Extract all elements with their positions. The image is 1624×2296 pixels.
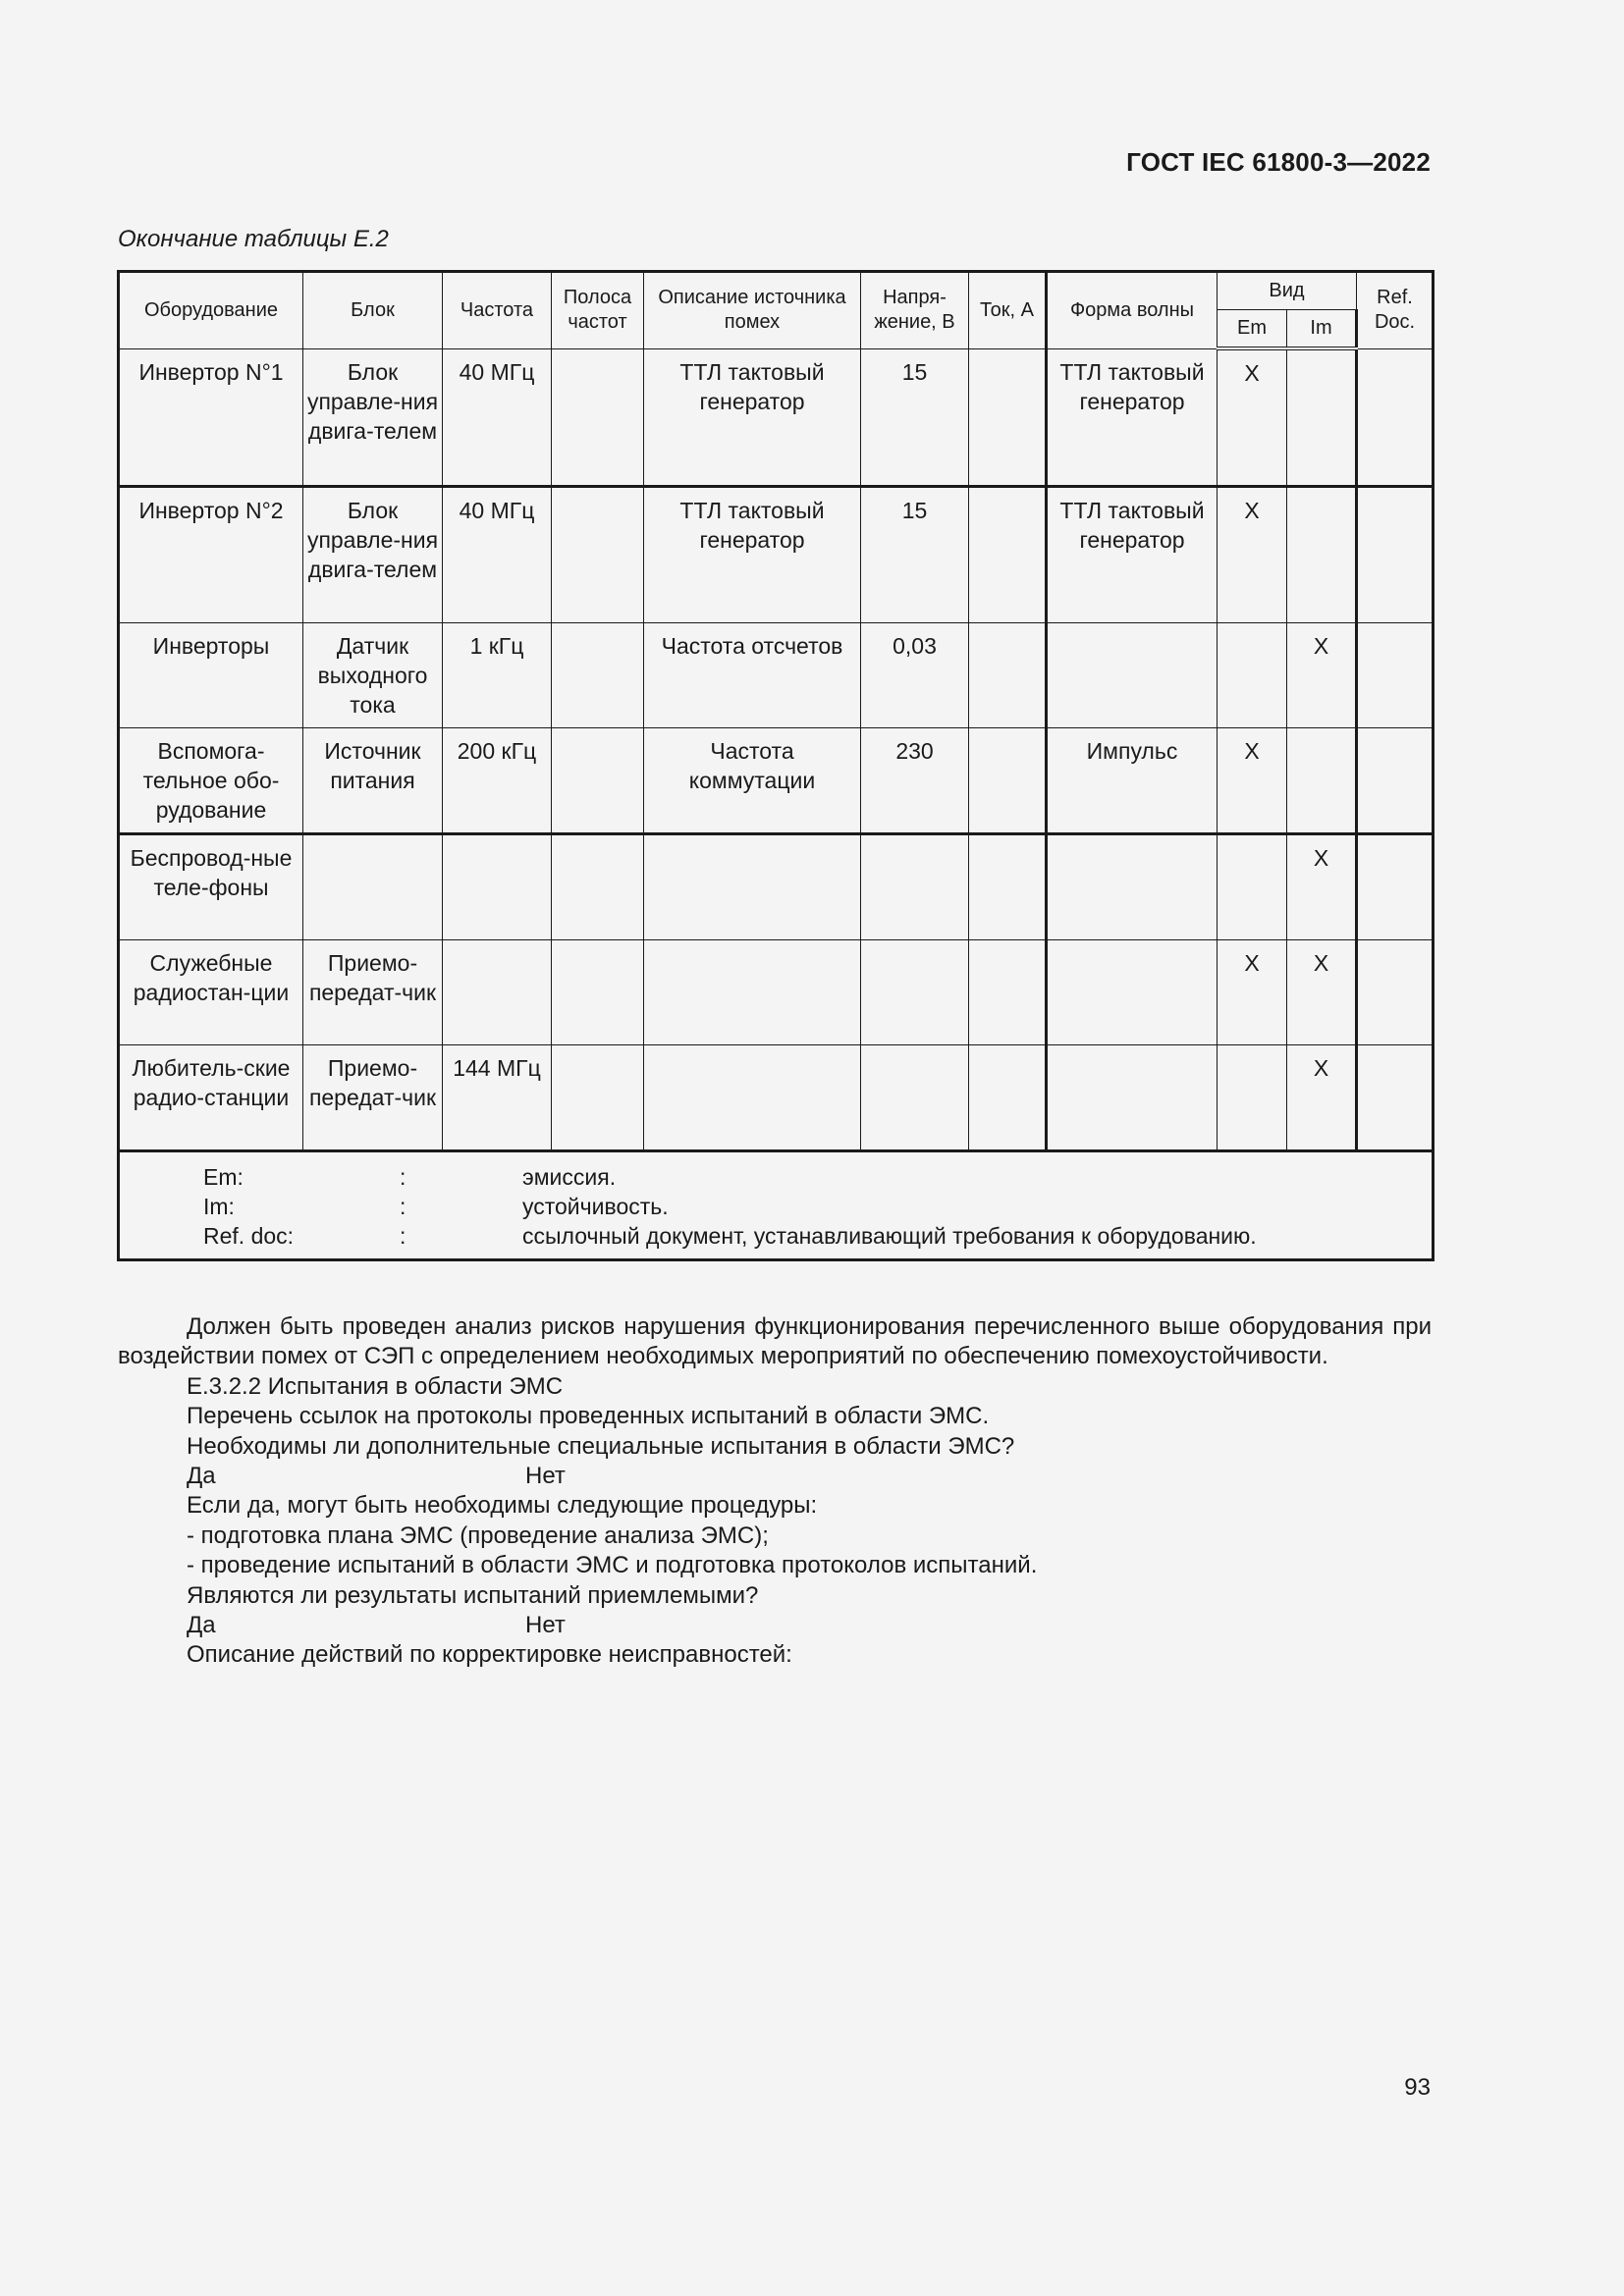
cell-im: [1287, 728, 1357, 834]
cell-block: Источник питания: [303, 728, 443, 834]
cell-voltage: 230: [861, 728, 969, 834]
yes-option: Да: [187, 1612, 216, 1639]
cell-im: [1287, 487, 1357, 623]
cell-ref: [1357, 940, 1434, 1045]
table-row: [119, 728, 1434, 834]
legend-separator: :: [400, 1223, 406, 1249]
cell-current: [969, 487, 1047, 623]
paragraph-corrective-actions: Описание действий по корректировке неисправностей:: [187, 1641, 792, 1669]
header-ref-doc: Ref. Doc.: [1357, 272, 1434, 349]
cell-im: X: [1287, 940, 1357, 1045]
question-additional-tests: Необходимы ли дополнительные специальные испытания в области ЭМС?: [187, 1432, 1015, 1460]
cell-source: [644, 940, 861, 1045]
cell-source: Частота коммутации: [644, 728, 861, 834]
table-row: [119, 1045, 1434, 1151]
cell-ref: [1357, 834, 1434, 940]
header-waveform: Форма волны: [1047, 272, 1218, 349]
cell-equipment: Любитель-ские радио-станции: [119, 1045, 303, 1151]
cell-block: Блок управле-ния двига-телем: [303, 348, 443, 487]
cell-equipment: Беспровод-ные теле-фоны: [119, 834, 303, 940]
cell-im: X: [1287, 834, 1357, 940]
legend-item: [120, 1162, 1432, 1192]
header-frequency: Частота: [443, 272, 552, 349]
legend-description: устойчивость.: [522, 1194, 669, 1219]
cell-waveform: [1047, 623, 1218, 728]
cell-waveform: Импульс: [1047, 728, 1218, 834]
table-row: [119, 834, 1434, 940]
cell-bandwidth: [552, 348, 644, 487]
cell-block: Приемо-передат-чик: [303, 940, 443, 1045]
cell-equipment: Служебные радиостан-ции: [119, 940, 303, 1045]
cell-waveform: [1047, 1045, 1218, 1151]
yes-no-row: [118, 1462, 1432, 1491]
legend-description: ссылочный документ, устанавливающий требования к оборудованию.: [522, 1223, 1257, 1249]
cell-current: [969, 940, 1047, 1045]
cell-block: [303, 834, 443, 940]
legend-separator: :: [400, 1194, 406, 1219]
legend-item: [120, 1221, 1432, 1251]
header-source: Описание источника помех: [644, 272, 861, 349]
legend-term: Im:: [203, 1194, 235, 1219]
cell-current: [969, 623, 1047, 728]
cell-em: X: [1218, 348, 1287, 487]
cell-block: Блок управле-ния двига-телем: [303, 487, 443, 623]
section-heading: Е.3.2.2 Испытания в области ЭМС: [187, 1372, 564, 1400]
cell-current: [969, 1045, 1047, 1151]
cell-ref: [1357, 348, 1434, 487]
cell-voltage: 15: [861, 487, 969, 623]
cell-source: ТТЛ тактовый генератор: [644, 487, 861, 623]
equipment-table: [117, 270, 1435, 1261]
cell-bandwidth: [552, 940, 644, 1045]
cell-block: Приемо-передат-чик: [303, 1045, 443, 1151]
no-option: Нет: [525, 1612, 566, 1639]
cell-waveform: ТТЛ тактовый генератор: [1047, 487, 1218, 623]
question-results-acceptable: Являются ли результаты испытаний приемлемыми?: [187, 1581, 759, 1609]
yes-option: Да: [187, 1463, 216, 1490]
document-header: ГОСТ IEC 61800-3—2022: [1126, 147, 1431, 177]
cell-bandwidth: [552, 728, 644, 834]
legend-row: [119, 1151, 1434, 1260]
page-number: 93: [1404, 2074, 1431, 2101]
legend-description: эмиссия.: [522, 1164, 617, 1190]
cell-source: [644, 1045, 861, 1151]
cell-waveform: ТТЛ тактовый генератор: [1047, 348, 1218, 487]
cell-waveform: [1047, 834, 1218, 940]
cell-current: [969, 348, 1047, 487]
cell-voltage: [861, 834, 969, 940]
cell-em: [1218, 1045, 1287, 1151]
cell-voltage: [861, 1045, 969, 1151]
header-block: Блок: [303, 272, 443, 349]
table-caption: Окончание таблицы Е.2: [118, 226, 389, 252]
cell-voltage: 15: [861, 348, 969, 487]
legend-separator: :: [400, 1164, 406, 1190]
cell-im: [1287, 348, 1357, 487]
legend-item: [120, 1192, 1432, 1221]
cell-frequency: [443, 834, 552, 940]
cell-em: [1218, 834, 1287, 940]
cell-current: [969, 728, 1047, 834]
table-row: [119, 623, 1434, 728]
no-option: Нет: [525, 1463, 566, 1490]
cell-bandwidth: [552, 1045, 644, 1151]
cell-bandwidth: [552, 834, 644, 940]
cell-block: Датчик выходного тока: [303, 623, 443, 728]
header-equipment: Оборудование: [119, 272, 303, 349]
cell-frequency: 1 кГц: [443, 623, 552, 728]
cell-ref: [1357, 623, 1434, 728]
cell-em: X: [1218, 487, 1287, 623]
legend-term: Ref. doc:: [203, 1223, 295, 1249]
cell-equipment: Вспомога-тельное обо-рудование: [119, 728, 303, 834]
cell-em: X: [1218, 728, 1287, 834]
table-row: [119, 487, 1434, 623]
cell-source: Частота отсчетов: [644, 623, 861, 728]
cell-em: [1218, 623, 1287, 728]
cell-source: ТТЛ тактовый генератор: [644, 348, 861, 487]
cell-im: X: [1287, 1045, 1357, 1151]
header-im: Im: [1287, 310, 1357, 349]
cell-ref: [1357, 728, 1434, 834]
header-voltage: Напря-жение, В: [861, 272, 969, 349]
cell-ref: [1357, 1045, 1434, 1151]
header-type: Вид: [1218, 272, 1357, 310]
header-bandwidth: Полоса частот: [552, 272, 644, 349]
header-current: Ток, А: [969, 272, 1047, 349]
yes-no-row: [118, 1611, 1432, 1640]
legend-term: Em:: [203, 1164, 244, 1190]
paragraph-procedures: Если да, могут быть необходимы следующие процедуры:: [187, 1492, 818, 1520]
cell-source: [644, 834, 861, 940]
cell-frequency: [443, 940, 552, 1045]
cell-equipment: Инверторы: [119, 623, 303, 728]
cell-waveform: [1047, 940, 1218, 1045]
table-row: [119, 940, 1434, 1045]
cell-current: [969, 834, 1047, 940]
cell-frequency: 40 МГц: [443, 348, 552, 487]
cell-bandwidth: [552, 623, 644, 728]
list-item: - проведение испытаний в области ЭМС и подготовка протоколов испытаний.: [187, 1552, 1038, 1579]
cell-frequency: 200 кГц: [443, 728, 552, 834]
cell-equipment: Инвертор N°2: [119, 487, 303, 623]
cell-em: X: [1218, 940, 1287, 1045]
cell-equipment: Инвертор N°1: [119, 348, 303, 487]
cell-bandwidth: [552, 487, 644, 623]
list-item: - подготовка плана ЭМС (проведение анализа ЭМС);: [187, 1522, 769, 1549]
table-row: [119, 348, 1434, 487]
cell-frequency: 144 МГц: [443, 1045, 552, 1151]
header-em: Em: [1218, 310, 1287, 349]
table-legend: [119, 1151, 1434, 1260]
cell-ref: [1357, 487, 1434, 623]
paragraph-test-refs: Перечень ссылок на протоколы проведенных испытаний в области ЭМС.: [187, 1403, 990, 1430]
cell-voltage: 0,03: [861, 623, 969, 728]
body-text: [118, 1312, 1432, 1671]
cell-frequency: 40 МГц: [443, 487, 552, 623]
cell-voltage: [861, 940, 969, 1045]
paragraph-risk-analysis: Должен быть проведен анализ рисков нарушения функционирования перечисленного выше оборудования при воздействии помех от СЭП с определением необходимых мероприятий по обеспечению помехоустойчивости.: [118, 1313, 1432, 1370]
cell-im: X: [1287, 623, 1357, 728]
